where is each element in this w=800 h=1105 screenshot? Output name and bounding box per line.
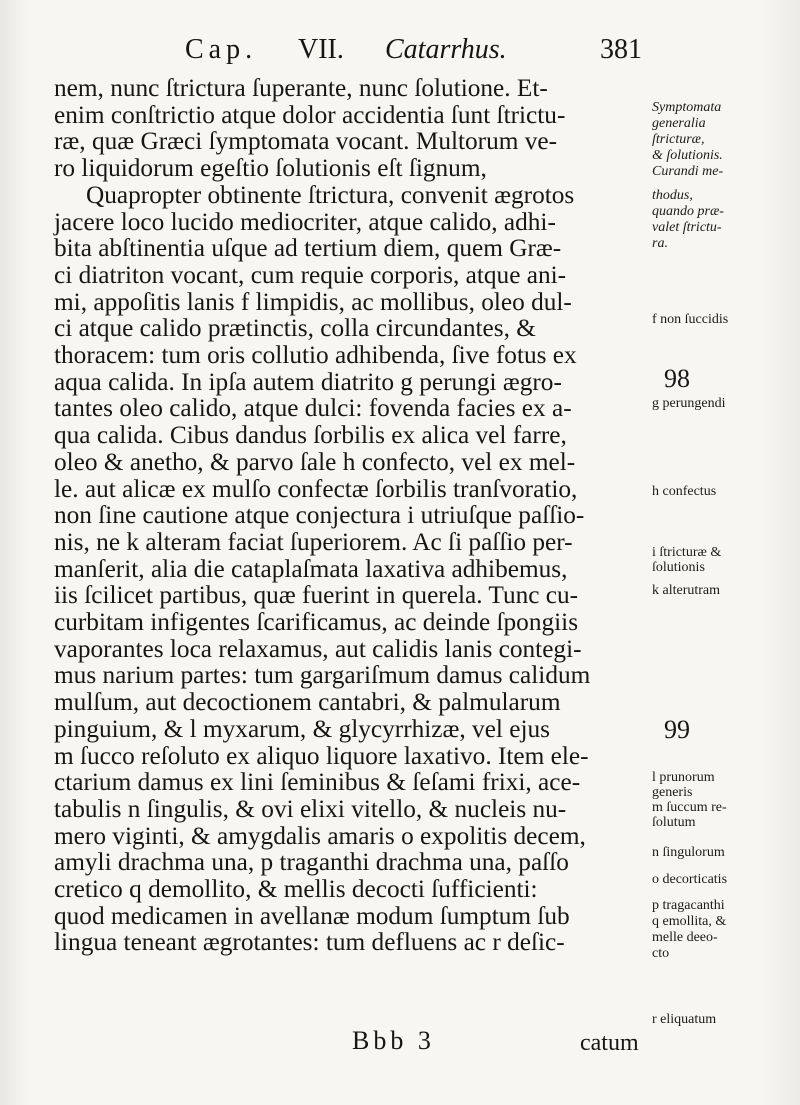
text-line: nem, nunc ſtrictura ſuperante, nunc ſolutione. Et- (54, 74, 548, 102)
text-line: iis ſcilicet partibus, quæ fuerint in querela. Tunc cu- (54, 581, 579, 610)
text-line: thoracem: tum oris collutio adhibenda, ſive fotus ex (54, 341, 577, 369)
text-line: tantes oleo calido, atque dulci: fovenda facies ex a- (54, 394, 572, 423)
text-line: oleo & anetho, & parvo ſale h confecto, vel ex mel- (54, 447, 576, 476)
text-line: mero viginti, & amygdalis amaris o expolitis decem, (54, 821, 586, 850)
marginal-note: n ſingulorum (652, 845, 725, 860)
marginal-note: f non ſuccidis (652, 312, 729, 327)
marginal-note: l prunorum (652, 770, 715, 785)
marginal-summary-line: thodus, (652, 188, 693, 203)
chapter-label: Cap. (185, 34, 258, 65)
marginal-note: o decorticatis (652, 872, 728, 887)
text-line: enim conſtrictio atque dolor accidentia ſunt ſtrictu- (54, 100, 566, 129)
marginal-note: q emollita, & (652, 914, 727, 929)
text-line: mi, appoſitis lanis f limpidis, ac mollibus, oleo dul- (54, 287, 572, 316)
marginal-note: r eliquatum (652, 1012, 717, 1027)
catchword: catum (580, 1030, 639, 1056)
marginal-summary-line: valet ſtrictu- (652, 220, 722, 235)
marginal-note: h confectus (652, 484, 717, 499)
text-line: Quapropter obtinente ſtrictura, convenit ægrotos (86, 180, 575, 209)
marginal-summary-line: generalia (652, 116, 706, 131)
text-line: vaporantes loca relaxamus, aut calidis lanis contegi- (54, 634, 582, 663)
text-line: cretico q demollito, & mellis decocti ſufficienti: (54, 875, 538, 903)
text-line: amyli drachma una, p traganthi drachma una, paſſo (54, 848, 569, 877)
text-line: non ſine cautione atque conjectura i utriuſque paſſio- (54, 501, 585, 530)
text-line: ræ, quæ Græci ſymptomata vocant. Multorum ve- (54, 127, 558, 156)
marginal-summary-line: & ſolutionis. (652, 148, 723, 163)
text-line: ro liquidorum egeſtio ſolutionis eſt ſignum, (54, 154, 487, 183)
text-line: qua calida. Cibus dandus ſorbilis ex alica vel farre, (54, 421, 567, 450)
running-head (0, 30, 800, 74)
text-line: jacere loco lucido mediocriter, atque calido, adhi- (54, 207, 556, 236)
text-line: m ſucco reſoluto ex aliquo liquore laxativo. Item ele- (54, 741, 589, 770)
text-line: mus narium partes: tum gargariſmum damus calidum (54, 661, 591, 690)
text-line: quod medicamen in avellanæ modum ſumptum ſub (54, 901, 570, 930)
marginal-summary-line: ſtricturæ, (652, 132, 705, 147)
marginal-summary-line: quando præ- (652, 204, 724, 219)
marginal-note: generis (652, 785, 693, 800)
marginal-note: g perungendi (652, 396, 726, 411)
chapter-title: Catarrhus. (385, 34, 507, 65)
marginal-note: ſolutum (652, 815, 696, 830)
text-line: nis, ne k alteram faciat ſuperiorem. Ac ſi paſſio per- (54, 527, 573, 556)
page-number: 381 (600, 34, 642, 65)
marginal-note: cto (652, 946, 670, 961)
text-line: ci atque calido prætinctis, colla circundantes, & (54, 314, 536, 343)
signature-mark: Bbb 3 (352, 1026, 435, 1055)
marginal-summary-line: Curandi me- (652, 164, 724, 179)
marginal-note: k alterutram (652, 583, 721, 598)
text-line: tabulis n ſingulis, & ovi elixi vitello, & nucleis nu- (54, 794, 567, 823)
marginal-note: melle deeo- (652, 930, 718, 945)
text-line: curbitam infigentes ſcarificamus, ac deinde ſpongiis (54, 608, 579, 636)
text-line: manſerit, alia die cataplaſmata laxativa adhibemus, (54, 554, 568, 583)
text-line: pinguium, & l myxarum, & glycyrrhizæ, vel ejus (54, 714, 551, 743)
text-line: lingua teneant ægrotantes: tum defluens ac r deſic- (54, 928, 565, 957)
marginal-note: i ſtricturæ & (652, 545, 722, 560)
margin-section-number: 99 (664, 715, 690, 744)
text-line: ctarium damus ex lini ſeminibus & ſeſami frixi, ace- (54, 768, 581, 797)
text-line: bita abſtinentia uſque ad tertium diem, quem Græ- (54, 234, 562, 263)
text-line: aqua calida. In ipſa autem diatrito g perungi ægro- (54, 367, 562, 396)
marginal-summary-line: ra. (652, 236, 668, 251)
text-line: ci diatriton vocant, cum requie corporis, atque ani- (54, 260, 567, 289)
marginal-summary-line: Symptomata (652, 100, 722, 115)
marginal-note: ſolutionis (652, 560, 705, 575)
chapter-number: VII. (298, 34, 344, 65)
text-line: le. aut alicæ ex mulſo confectæ ſorbilis tranſvoratio, (54, 474, 578, 503)
marginal-note: p tragacanthi (652, 898, 725, 913)
text-line: mulſum, aut decoctionem cantabri, & palmularum (54, 688, 561, 717)
marginal-note: m ſuccum re- (652, 800, 727, 815)
margin-section-number: 98 (664, 364, 690, 393)
